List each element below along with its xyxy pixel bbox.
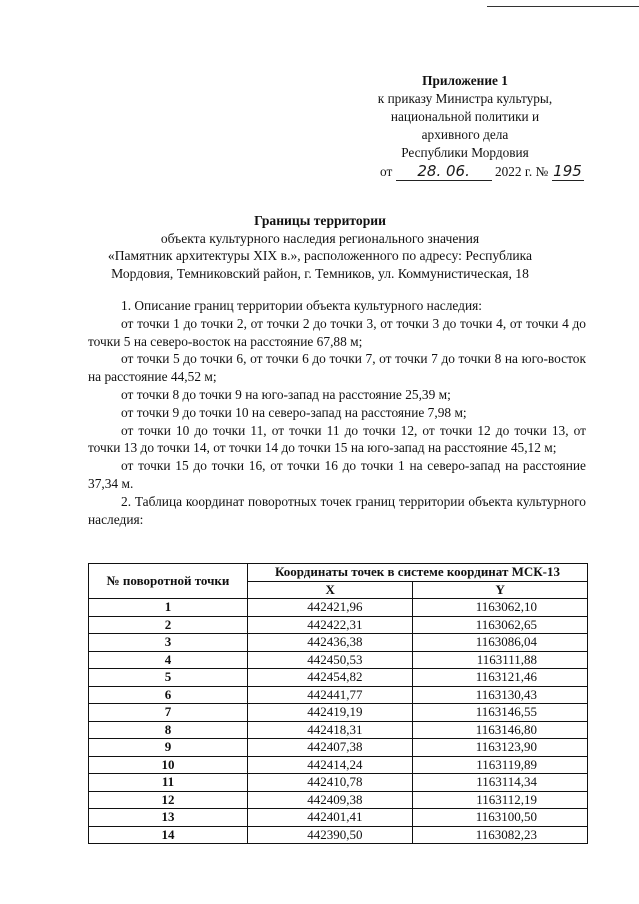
point-number: 13 xyxy=(89,809,248,827)
coord-x: 442421,96 xyxy=(248,599,413,617)
paragraph: от точки 1 до точки 2, от точки 2 до точки 3, от точки 3 до точки 4, от точки 4 до точки 5 на северо-восток на расстояние 67,88 м; xyxy=(88,315,586,349)
table-row xyxy=(89,809,588,827)
table-row xyxy=(89,704,588,722)
coordinates-table xyxy=(88,563,588,844)
coord-y: 1163114,34 xyxy=(413,774,588,792)
header-x: X xyxy=(248,581,413,599)
number-field xyxy=(552,162,584,181)
paragraph: от точки 5 до точки 6, от точки 6 до точки 7, от точки 7 до точки 8 на юго-восток на расстояние 44,52 м; xyxy=(88,351,586,385)
paragraph: от точки 9 до точки 10 на северо-запад на расстояние 7,98 м; xyxy=(121,404,467,420)
point-number: 9 xyxy=(89,739,248,757)
appendix-line: национальной политики и xyxy=(390,109,540,124)
coord-x: 442436,38 xyxy=(248,634,413,652)
coord-y: 1163146,55 xyxy=(413,704,588,722)
coord-x: 442401,41 xyxy=(248,809,413,827)
point-number: 6 xyxy=(89,686,248,704)
table-row xyxy=(89,651,588,669)
table-row xyxy=(89,634,588,652)
table-row xyxy=(89,721,588,739)
coord-x: 442419,19 xyxy=(248,704,413,722)
table-row xyxy=(89,756,588,774)
heading-line: «Памятник архитектуры XIX в.», расположенного по адресу: Республика xyxy=(107,248,533,263)
header-y: Y xyxy=(413,581,588,599)
table-row xyxy=(89,739,588,757)
date-prefix: от xyxy=(380,164,393,179)
point-number: 8 xyxy=(89,721,248,739)
appendix-line: к приказу Министра культуры, xyxy=(377,91,553,106)
point-number: 7 xyxy=(89,704,248,722)
document-heading xyxy=(60,212,580,282)
coord-y: 1163082,23 xyxy=(413,826,588,844)
coord-y: 1163086,04 xyxy=(413,634,588,652)
table-row xyxy=(89,791,588,809)
order-date-line xyxy=(380,162,584,181)
header-point-number: № поворотной точки xyxy=(89,564,248,599)
appendix-line: архивного дела xyxy=(421,127,509,142)
paragraph: 1. Описание границ территории объекта культурного наследия: xyxy=(121,298,483,313)
handwritten-number: 195 xyxy=(553,162,582,180)
coord-x: 442441,77 xyxy=(248,686,413,704)
appendix-line: Республики Мордовия xyxy=(401,145,529,160)
table-row xyxy=(89,826,588,844)
paragraph: от точки 10 до точки 11, от точки 11 до точки 12, от точки 12 до точки 13, от точки 13 до точки 14, от точки 14 до точки 15 на юго-запад на расстояние 45,12 м; xyxy=(88,422,586,456)
year-label: 2022 г. № xyxy=(494,164,549,179)
coord-x: 442454,82 xyxy=(248,669,413,687)
point-number: 1 xyxy=(89,599,248,617)
paragraph: от точки 8 до точки 9 на юго-запад на расстояние 25,39 м; xyxy=(121,386,451,402)
coord-x: 442414,24 xyxy=(248,756,413,774)
handwritten-date: 28. 06. xyxy=(417,162,470,180)
coord-y: 1163123,90 xyxy=(413,739,588,757)
point-number: 4 xyxy=(89,651,248,669)
header-coordinates: Координаты точек в системе координат МСК-13 xyxy=(248,564,588,582)
heading-line: Мордовия, Темниковский район, г. Темников, ул. Коммунистическая, 18 xyxy=(111,265,529,281)
coord-x: 442409,38 xyxy=(248,791,413,809)
point-number: 2 xyxy=(89,616,248,634)
coord-y: 1163146,80 xyxy=(413,721,588,739)
coord-x: 442422,31 xyxy=(248,616,413,634)
coord-x: 442418,31 xyxy=(248,721,413,739)
coord-x: 442450,53 xyxy=(248,651,413,669)
coord-y: 1163119,89 xyxy=(413,756,588,774)
coord-y: 1163100,50 xyxy=(413,809,588,827)
appendix-block xyxy=(340,72,590,162)
table-row xyxy=(89,686,588,704)
appendix-title: Приложение 1 xyxy=(422,73,508,88)
paragraph: от точки 15 до точки 16, от точки 16 до точки 1 на северо-запад на расстояние 37,34 м. xyxy=(88,458,586,491)
point-number: 5 xyxy=(89,669,248,687)
table-row xyxy=(89,774,588,792)
coord-y: 1163111,88 xyxy=(413,651,588,669)
table-row xyxy=(89,616,588,634)
coord-y: 1163121,46 xyxy=(413,669,588,687)
coord-y: 1163112,19 xyxy=(413,791,588,809)
coord-y: 1163062,10 xyxy=(413,599,588,617)
date-field xyxy=(396,162,492,181)
point-number: 10 xyxy=(89,756,248,774)
coord-y: 1163062,65 xyxy=(413,616,588,634)
table-row xyxy=(89,669,588,687)
table-row xyxy=(89,599,588,617)
coord-y: 1163130,43 xyxy=(413,686,588,704)
coord-x: 442407,38 xyxy=(248,739,413,757)
point-number: 12 xyxy=(89,791,248,809)
paragraph: 2. Таблица координат поворотных точек границ территории объекта культурного наследия: xyxy=(88,493,586,527)
coord-x: 442390,50 xyxy=(248,826,413,844)
heading-title: Границы территории xyxy=(254,213,386,228)
point-number: 11 xyxy=(89,774,248,792)
document-body xyxy=(88,297,586,528)
coord-x: 442410,78 xyxy=(248,774,413,792)
scan-edge-line xyxy=(487,6,639,7)
point-number: 3 xyxy=(89,634,248,652)
point-number: 14 xyxy=(89,826,248,844)
heading-line: объекта культурного наследия регионального значения xyxy=(160,230,480,246)
